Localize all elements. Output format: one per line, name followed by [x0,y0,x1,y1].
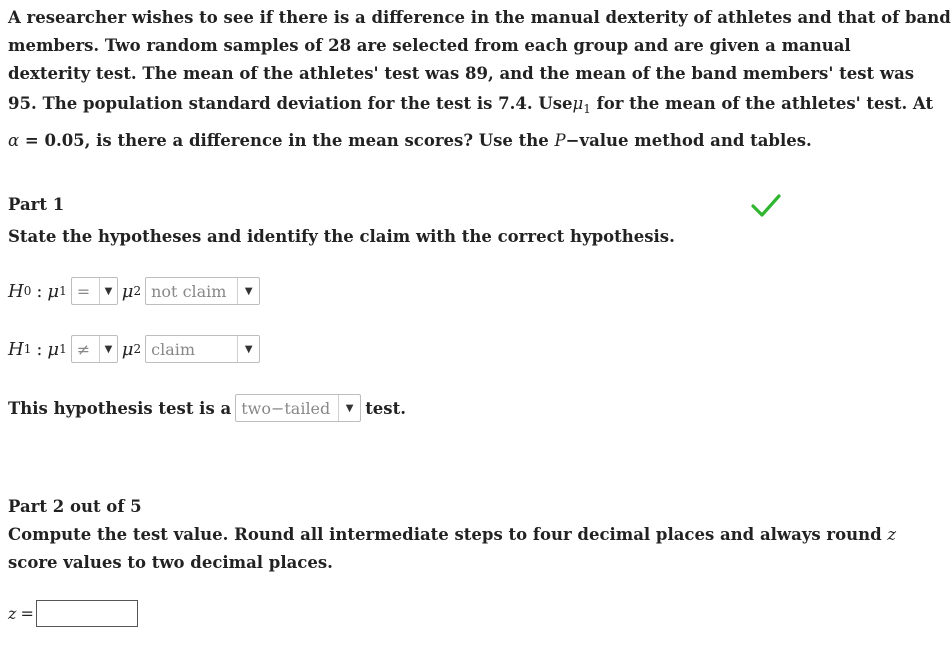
checkmark-icon [751,193,781,219]
problem-line: dexterity test. The mean of the athletes' test was 89, and the mean of the band members' test was [8,64,915,83]
part1-instruction: State the hypotheses and identify the claim with the correct hypothesis. [8,227,675,246]
alternative-hypothesis [8,335,264,363]
colon: : [36,280,43,302]
h-subscript: 0 [23,284,32,298]
mu-subscript: 1 [59,284,67,298]
mu-symbol: μ [121,280,134,302]
dropdown-arrow-icon[interactable]: ▼ [338,395,360,421]
relation-value: ≠ [76,339,91,359]
problem-text: for the mean of the athletes' test. At [596,94,934,113]
problem-text: 95. The population standard deviation for the test is 7.4. Use [8,94,573,113]
h1-claim-select[interactable] [145,335,260,363]
problem-line: members. Two random samples of 28 are selected from each group and are given a manual [8,36,851,55]
claim-value: claim [151,339,196,359]
mu-subscript: 1 [583,102,591,116]
equals-sign: = [20,604,34,623]
z-symbol: z [887,525,897,544]
mu-symbol: μ [47,338,60,360]
test-type-select[interactable] [235,394,361,422]
z-label: z [8,604,17,623]
z-value-input[interactable] [36,600,138,627]
h0-relation-select[interactable] [71,277,118,305]
dropdown-arrow-icon[interactable]: ▼ [99,278,117,304]
z-answer-row [8,600,138,627]
mu-symbol: μ [47,280,60,302]
h1-relation-select[interactable] [71,335,118,363]
problem-text: = 0.05, is there a difference in the mean scores? Use the [24,131,549,150]
part1-title: Part 1 [8,195,65,214]
h-symbol: H [8,338,24,360]
relation-value: = [76,281,91,301]
test-prefix: This hypothesis test is a [8,398,232,418]
problem-text: −value method and tables. [565,131,812,150]
mu-subscript: 2 [133,342,142,356]
dropdown-arrow-icon[interactable]: ▼ [99,336,117,362]
p-symbol: P [554,131,566,150]
mu-subscript: 2 [133,284,142,298]
problem-line [8,127,838,155]
dropdown-arrow-icon[interactable]: ▼ [237,336,259,362]
alpha-symbol: α [8,131,20,150]
test-type-value: two−tailed [241,398,331,418]
null-hypothesis [8,277,264,305]
mu-symbol: μ [572,94,584,113]
mu-symbol: μ [121,338,134,360]
mu-subscript: 1 [59,342,67,356]
test-type-line [8,394,406,422]
instruction-text: Compute the test value. Round all intermediate steps to four decimal places and always round [8,525,882,544]
problem-statement [8,4,951,155]
part2-title: Part 2 out of 5 [8,497,142,516]
dropdown-arrow-icon[interactable]: ▼ [237,278,259,304]
h-symbol: H [8,280,24,302]
claim-value: not claim [151,281,227,301]
colon: : [36,338,43,360]
h0-claim-select[interactable] [145,277,260,305]
part2-instruction [8,525,896,544]
test-suffix: test. [365,398,406,418]
part2-instruction-cont: score values to two decimal places. [8,553,333,572]
problem-line [8,90,934,123]
h-subscript: 1 [23,342,32,356]
problem-line: A researcher wishes to see if there is a difference in the manual dexterity of athletes and that of band [8,8,951,27]
